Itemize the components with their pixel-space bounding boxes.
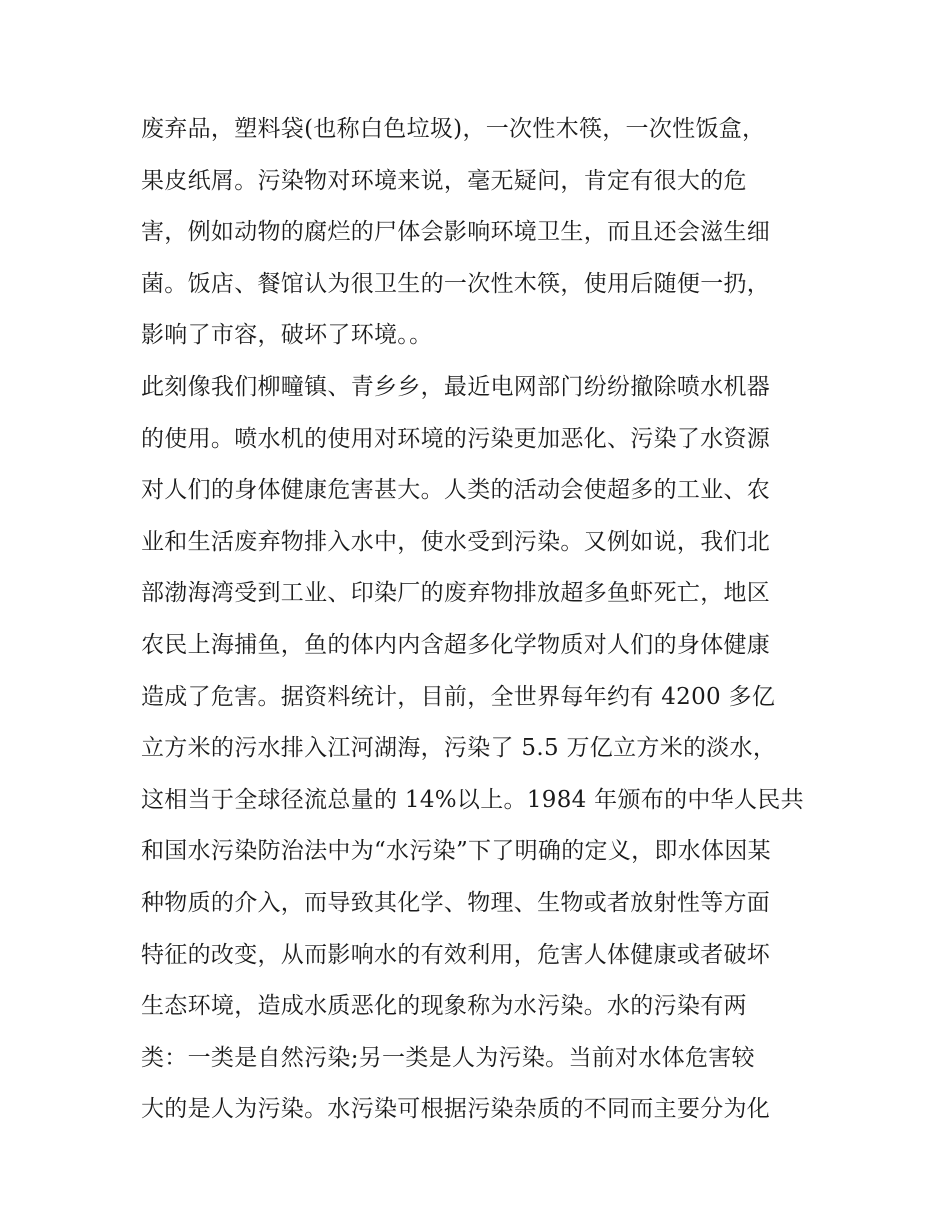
text-line: 菌。饭店、餐馆认为很卫生的一次性木筷，使用后随便一扔，	[141, 270, 771, 297]
text-line: 造成了危害。据资料统计，目前，全世界每年约有 4200 多亿	[141, 683, 776, 710]
text-line: 果皮纸屑。污染物对环境来说，毫无疑问，肯定有很大的危	[141, 167, 747, 194]
text-line: 农民上海捕鱼，鱼的体内内含超多化学物质对人们的身体健康	[141, 631, 771, 658]
text-line: 影响了市容，破坏了环境。。	[141, 322, 433, 349]
text-line: 业和生活废弃物排入水中，使水受到污染。又例如说，我们北	[141, 528, 771, 555]
text-line: 立方米的污水排入江河湖海，污染了 5.5 万亿立方米的淡水，	[141, 735, 777, 762]
text-line: 和国水污染防治法中为“水污染”下了明确的定义，即水体因某	[141, 838, 771, 865]
text-line: 此刻像我们柳疃镇、青乡乡，最近电网部门纷纷撤除喷水机器	[141, 373, 771, 400]
text-line: 生态环境，造成水质恶化的现象称为水污染。水的污染有两	[141, 993, 747, 1020]
document-body	[141, 104, 821, 1136]
text-line: 特征的改变，从而影响水的有效利用，危害人体健康或者破坏	[141, 941, 771, 968]
text-line: 害，例如动物的腐烂的尸体会影响环境卫生，而且还会滋生细	[141, 219, 771, 246]
paragraph-water-pollution	[141, 362, 821, 1136]
text-line: 废弃品，塑料袋(也称白色垃圾)，一次性木筷，一次性饭盒，	[141, 116, 766, 142]
text-line: 部渤海湾受到工业、印染厂的废弃物排放超多鱼虾死亡，地区	[141, 580, 771, 607]
text-line: 大的是人为污染。水污染可根据污染杂质的不同而主要分为化	[141, 1096, 771, 1123]
text-line: 种物质的介入，而导致其化学、物理、生物或者放射性等方面	[141, 889, 771, 916]
text-line: 对人们的身体健康危害甚大。人类的活动会使超多的工业、农	[141, 477, 771, 504]
paragraph-waste	[141, 104, 821, 362]
text-line: 的使用。喷水机的使用对环境的污染更加恶化、污染了水资源	[141, 425, 771, 452]
text-line: 这相当于全球径流总量的 14%以上。1984 年颁布的中华人民共	[141, 786, 804, 813]
text-line: 类：一类是自然污染;另一类是人为污染。当前对水体危害较	[141, 1044, 755, 1071]
